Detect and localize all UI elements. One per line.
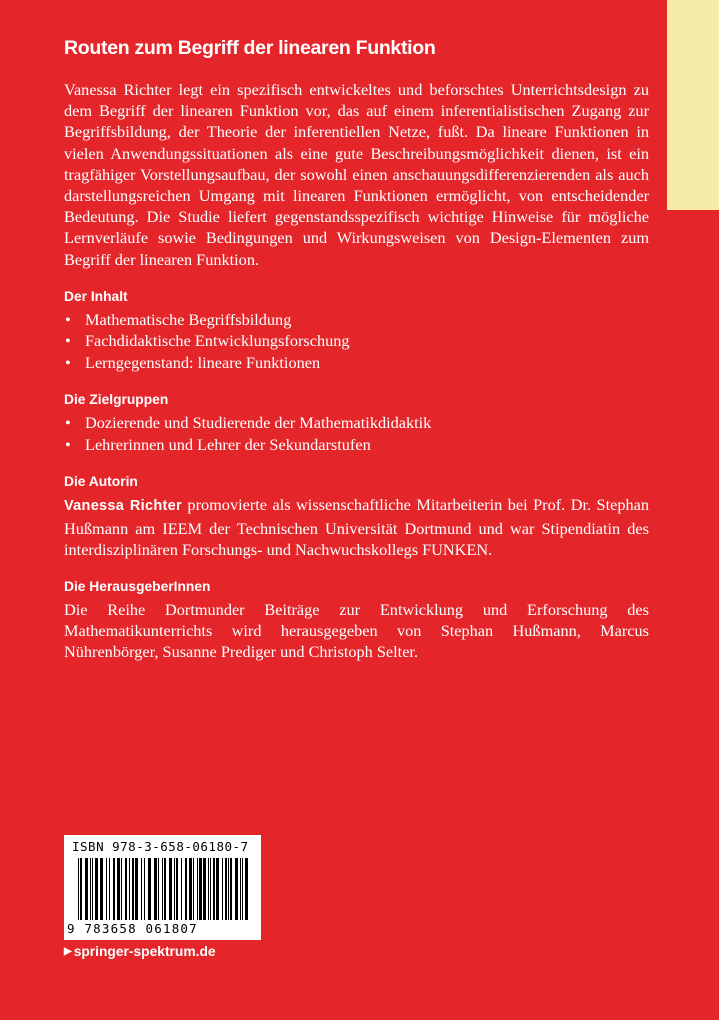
isbn-label: ISBN 978-3-658-06180-7: [72, 839, 249, 854]
barcode-bar: [240, 858, 241, 920]
arrow-right-icon: ▶: [64, 946, 72, 957]
barcode-bar: [158, 858, 159, 920]
list-item: • Mathematische Begriffsbildung: [65, 309, 292, 329]
barcode-bar: [169, 858, 172, 920]
barcode-bar: [148, 858, 151, 920]
bullet-icon: •: [65, 352, 71, 372]
section-heading-inhalt: Der Inhalt: [64, 288, 128, 304]
barcode-bar: [210, 858, 211, 920]
barcode-bar: [216, 858, 219, 920]
barcode-bar: [230, 858, 232, 920]
barcode-bar: [225, 858, 227, 920]
list-item: • Lerngegenstand: lineare Funktionen: [65, 352, 321, 372]
barcode-bar: [95, 858, 98, 920]
barcode-bar: [85, 858, 88, 920]
barcode-bar: [121, 858, 122, 920]
isbn-barcode: [64, 835, 261, 940]
list-item: • Dozierende und Studierende der Mathematikdidaktik: [65, 413, 432, 433]
barcode-bar: [113, 858, 115, 920]
barcode-bars: [78, 858, 250, 920]
barcode-bar: [164, 858, 166, 920]
barcode-bar: [106, 858, 107, 920]
barcode-bar: [129, 858, 130, 920]
barcode-bar: [228, 858, 229, 920]
barcode-bar: [181, 858, 182, 920]
inhalt-list: [64, 309, 649, 374]
barcode-bar: [185, 858, 187, 920]
barcode-digits: 9 783658 061807: [67, 921, 198, 936]
barcode-bar: [189, 858, 192, 920]
book-title: Routen zum Begriff der linearen Funktion: [64, 37, 436, 59]
barcode-bar: [176, 858, 178, 920]
barcode-bar: [144, 858, 145, 920]
zielgruppen-list: [64, 412, 649, 455]
barcode-bar: [80, 858, 82, 920]
barcode-bar: [125, 858, 127, 920]
bullet-icon: •: [65, 413, 71, 433]
section-heading-autorin: Die Autorin: [64, 474, 138, 490]
barcode-bar: [208, 858, 209, 920]
author-name: Vanessa Richter: [64, 498, 182, 515]
barcode-bar: [109, 858, 110, 920]
barcode-bar: [213, 858, 215, 920]
barcode-bar: [222, 858, 223, 920]
publisher-link[interactable]: [64, 944, 216, 959]
barcode-bar: [203, 858, 206, 920]
section-heading-zielgruppen: Die Zielgruppen: [64, 392, 169, 408]
barcode-bar: [193, 858, 194, 920]
section-heading-herausgeber: Die HerausgeberInnen: [64, 578, 211, 594]
intro-paragraph: Vanessa Richter legt ein spezifisch entwickeltes und beforschtes Unterrichtsdesign zu dem Begriff der linearen Funktion vor, das auf einem inferentialistischen Zugang zur Begriffsbildung, der Theorie der inferentiellen Netze, fußt. Da lineare Funktionen in vielen Anwendungssituationen als eine gute Beschreibungsmöglichkeit dienen, ist ein tragfähiger Vorstellungsaufbau, der sowohl einen anschauungsdifferenzierenden als auch darstellungsreichen Umgang mit linearen Funktionen ermöglicht, von entscheidender Bedeutung. Die Studie liefert gegenstandsspezifisch wichtige Hinweise für mögliche Lernverläufe sowie Bedingungen und Wirkungsweisen von Design-Elementen zum Begriff der linearen Funktion.: [64, 80, 649, 269]
barcode-bar: [132, 858, 134, 920]
list-item: • Lehrerinnen und Lehrer der Sekundarstufen: [65, 434, 371, 454]
bullet-icon: •: [65, 434, 71, 454]
barcode-bar: [78, 858, 79, 920]
barcode-bar: [141, 858, 142, 920]
barcode-bar: [162, 858, 163, 920]
barcode-bar: [197, 858, 198, 920]
back-cover-text: [64, 36, 649, 663]
author-bio: promovierte als wissenschaftliche Mitarbeiterin bei Prof. Dr. Stephan Hußmann am IEEM der Technischen Universität Dortmund und war Stipendiatin des interdisziplinären Forschungs- und Nachwuchskollegs FUNKEN.: [64, 495, 649, 559]
barcode-bar: [199, 858, 202, 920]
barcode-bar: [174, 858, 175, 920]
editors-paragraph: Die Reihe Dortmunder Beiträge zur Entwicklung und Erforschung des Mathematikunterrichts wird herausgegeben von Stephan Hußmann, Marcus Nührenbörger, Susanne Prediger und Christoph Selter.: [64, 599, 649, 662]
list-item: • Fachdidaktische Entwicklungsforschung: [65, 331, 350, 351]
author-paragraph: [64, 494, 649, 560]
barcode-bar: [245, 858, 248, 920]
barcode-bar: [235, 858, 238, 920]
bullet-icon: •: [65, 331, 71, 351]
bullet-icon: •: [65, 309, 71, 329]
barcode-bar: [154, 858, 157, 920]
barcode-bar: [135, 858, 138, 920]
publisher-url: springer-spektrum.de: [73, 944, 216, 959]
barcode-bar: [100, 858, 103, 920]
accent-tab: [667, 0, 719, 210]
barcode-bar: [117, 858, 120, 920]
barcode-bar: [90, 858, 91, 920]
barcode-bar: [242, 858, 243, 920]
barcode-bar: [92, 858, 93, 920]
